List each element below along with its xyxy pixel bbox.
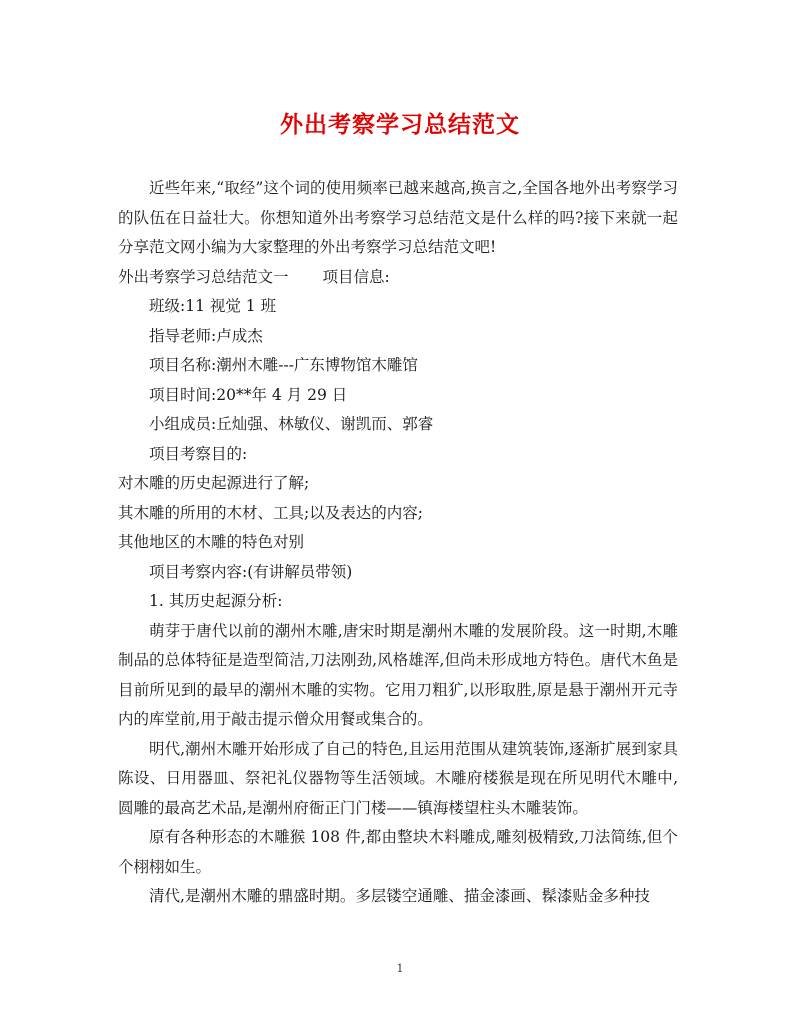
history-paragraph-ming: 明代,潮州木雕开始形成了自己的特色,且运用范围从建筑装饰,逐渐扩展到家具陈设、日用器皿、祭祀礼仪器物等生活领域。木雕府楼猴是现在所见明代木雕中,圆雕的最高艺术品,是潮州府衙正门门楼——镇海楼望柱头木雕装饰。 <box>118 739 678 817</box>
info-history-label: 1. 其历史起源分析: <box>149 592 283 610</box>
info-members: 小组成员:丘灿强、林敏仪、谢凯而、郭睿 <box>149 415 434 433</box>
document-title: 外出考察学习总结范文 <box>280 111 520 138</box>
info-purpose-label: 项目考察目的: <box>149 444 248 463</box>
info-content-label: 项目考察内容:(有讲解员带领) <box>149 562 353 581</box>
info-class: 班级:11 视觉 1 班 <box>149 297 277 315</box>
section-heading-line <box>118 263 678 293</box>
info-purpose-3: 其他地区的木雕的特色对别 <box>118 533 305 551</box>
project-info-label: 项目信息: <box>322 267 390 286</box>
intro-paragraph: 近些年来,“取经”这个词的使用频率已越来越高,换言之,全国各地外出考察学习的队伍在日益壮大。你想知道外出考察学习总结范文是什么样的吗?接下来就一起分享范文网小编为大家整理的外出考察学习总结范文吧! <box>118 179 678 256</box>
info-advisor: 指导老师:卢成杰 <box>149 326 263 345</box>
document-body <box>118 174 678 912</box>
history-paragraph-tang-song: 萌芽于唐代以前的潮州木雕,唐宋时期是潮州木雕的发展阶段。这一时期,木雕制品的总体特征是造型简洁,刀法刚劲,风格雄浑,但尚未形成地方特色。唐代木鱼是目前所见到的最早的潮州木雕的实物。它用刀粗犷,以形取胜,原是悬于潮州开元寺内的库堂前,用于敲击提示僧众用餐或集合的。 <box>118 621 678 728</box>
section-heading: 外出考察学习总结范文一 <box>118 267 289 286</box>
page-number: 1 <box>396 962 404 975</box>
info-purpose-1: 对木雕的历史起源进行了解; <box>118 474 310 492</box>
info-project-name: 项目名称:潮州木雕---广东博物馆木雕馆 <box>149 356 418 374</box>
history-paragraph-monkeys: 原有各种形态的木雕猴 108 件,都由整块木料雕成,雕刻极精致,刀法简练,但个个栩栩如生。 <box>118 828 678 876</box>
info-project-time: 项目时间:20**年 4 月 29 日 <box>149 385 348 404</box>
info-purpose-2: 其木雕的所用的木材、工具;以及表达的内容; <box>118 503 423 522</box>
history-paragraph-qing: 清代,是潮州木雕的鼎盛时期。多层镂空通雕、描金漆画、髹漆贴金多种技 <box>149 887 650 905</box>
